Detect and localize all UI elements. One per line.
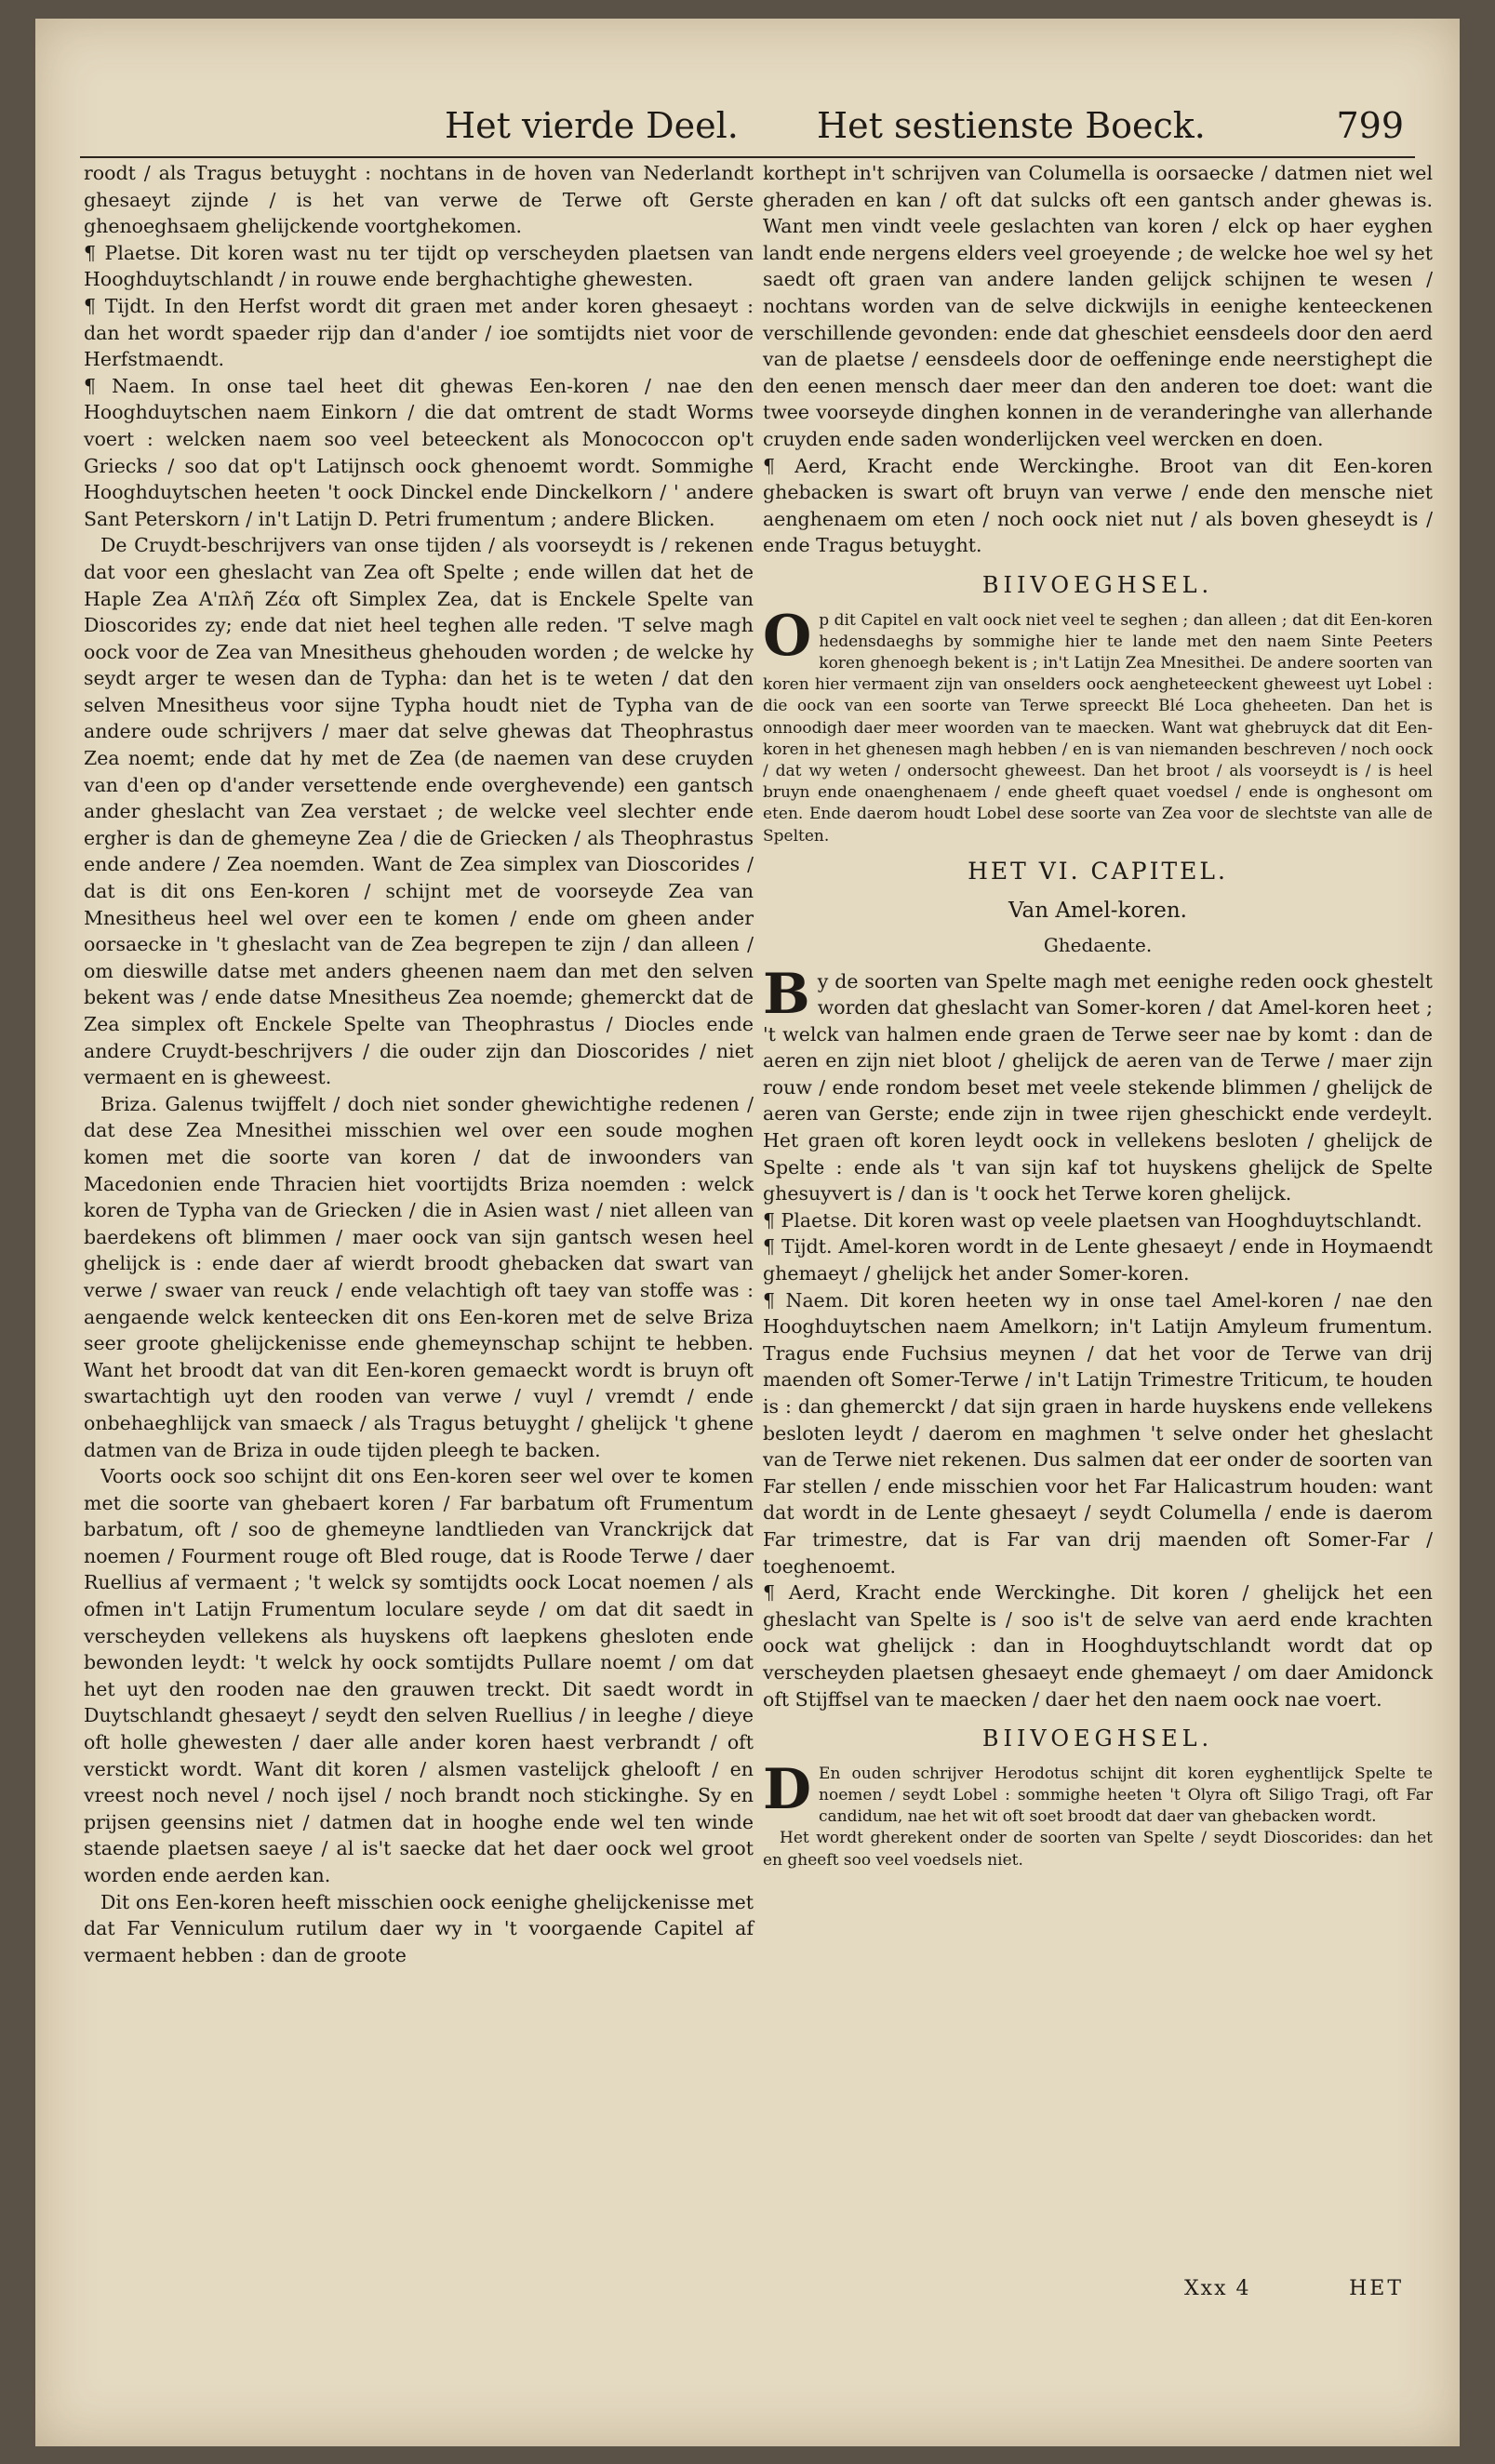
paragraph: ¶ Naem. Dit koren heeten wy in onse tael Amel-koren / nae den Hooghduytschen naem Amelkorn; in't Latijn Amyleum frumentum. Tragus ende Fuchsius meynen / dat het voor de Terwe van drij maenden oft Somer-Terwe / in't Latijn Trimestre Triticum, te houden is : dan ghemerckt / dat sijn graen in harde huyskens ende vellekens besloten leydt / daerom en maghmen 't selve onder het gheslacht van de Terwe niet rekenen. Dus salmen dat eer onder de soorten van Far stellen / ende misschien voor het Far Halicastrum houden: want dat wordt in de Lente ghesaeyt / seydt Columella / ende is daerom Far trimestre, dat is Far van drij maenden oft Somer-Far / toeghenoemt.	[763, 1288, 1433, 1578]
left-column	[84, 160, 754, 2344]
paragraph: De Cruydt-beschrijvers van onse tijden / als voorseydt is / rekenen dat voor een gheslacht van Zea oft Spelte ; ende willen dat het de Haple Zea Α'πλῆ Ζέα oft Simplex Zea, dat is Enckele Spelte van Dioscorides zy; ende dat niet heel teghen alle reden. 'T selve magh oock voor de Zea van Mnesitheus ghehouden worden ; de welcke hy seydt arger te wesen dan de Typha: dan het is te weten / dat den selven Mnesitheus voor sijne Typha houdt niet de Typha van de andere oude schrijvers / maer dat selve ghewas dat Theophrastus Zea noemt; ende dat hy met de Zea (de naemen van dese cruyden van d'een op d'ander versettende ende overghevende) een gantsch ander gheslacht van Zea verstaet ; de welcke veel slechter ende ergher is dan de ghemeyne Zea / die de Griecken / als Theophrastus ende andere / Zea noemden. Want de Zea simplex van Dioscorides / dat is dit ons Een-koren / schijnt met de voorseyde Zea van Mnesitheus heel wel over een te komen / ende om gheen ander oorsaecke in 't gheslacht van de Zea begrepen te zijn / dan alleen / om dieswille datse met anders gheenen naem dan met den selven bekent was / ende datse Mnesitheus Zea noemde; ghemerckt dat de Zea simplex oft Enckele Spelte van Theophrastus / Diocles ende andere Cruydt-beschrijvers / die ouder zijn dan Dioscorides / niet vermaent en is gheweest.	[84, 534, 754, 1089]
paragraph: Briza. Galenus twijffelt / doch niet sonder ghewichtighe redenen / dat dese Zea Mnesithei misschien wel over een soude moghen komen met die soorte van koren / dat de inwoonders van Macedonien ende Thracien hiet voortijdts Briza noemden : welck koren de Typha van de Griecken / die in Asien wast / niet alleen van baerdekens oft blimmen / maer oock van sijn gantsch wesen heel ghelijck is : ende daer af wierdt broodt ghebacken dat swart van verwe / swaer van reuck / ende velachtigh oft taey van stoffe was : aengaende welck kenteecken dit ons Een-koren met de selve Briza seer groote ghelijckenisse ende ghemeynschap schijnt te hebben. Want het broodt dat van dit Een-koren gemaeckt wordt is bruyn oft swartachtigh uyt den rooden van verwe / vuyl / vremdt / ende onbehaeghlijck van smaeck / als Tragus betuyght / ghelijck 't ghene datmen van de Briza in oude tijden pleegh te backen.	[84, 1092, 754, 1461]
bijvoeghsel-text	[763, 603, 1433, 847]
drop-cap: O	[763, 603, 812, 669]
paragraph: Voorts oock soo schijnt dit ons Een-koren seer wel over te komen met die soorte van ghebaert koren / Far barbatum oft Frumentum barbatum, oft / soo de ghemeyne landtlieden van Vranckrijck dat noemen / Fourment rouge oft Bled rouge, dat is Roode Terwe / daer Ruellius af vermaent ; 't welck sy somtijdts oock Locat noemen / als ofmen in't Latijn Frumentum loculare seyde / om dat dit saedt in verscheyden vellekens als huyskens oft laepkens ghesloten ende bewonden leydt: 't welck hy oock somtijdts Pullare noemt / om dat het uyt den rooden nae den grauwen treckt. Dit saedt wordt in Duytschlandt ghesaeyt / seydt den selven Ruellius / in leeghe / dieye oft holle ghewesten / daer alle ander koren haest verbrandt / oft verstickt wordt. Want dit koren / alsmen vastelijck ghelooft / en vreest noch nevel / noch ijsel / noch brandt noch stickinghe. Sy en prijsen geensins niet / datmen dat in hooghe ende wel ten winde staende plaetsen saeye / al is't saecke dat het daer oock wel groot worden ende aerden kan.	[84, 1465, 754, 1886]
bijvoeghsel-heading: BIIVOEGHSEL.	[981, 571, 1214, 598]
paragraph	[763, 961, 1433, 1207]
paragraph: ¶ Tijdt. In den Herfst wordt dit graen met ander koren ghesaeyt : dan het wordt spaeder rijp dan d'ander / ioe somtijdts niet voor de Herfstmaendt.	[84, 294, 754, 371]
right-column	[763, 160, 1433, 2344]
signature-mark: Xxx 4	[1184, 2277, 1251, 2300]
bijvoeghsel-heading: BIIVOEGHSEL.	[981, 1725, 1214, 1752]
chapter-heading: HET VI. CAPITEL.	[968, 857, 1228, 885]
drop-cap: D	[763, 1756, 812, 1822]
paragraph: ¶ Plaetse. Dit koren wast op veele plaetsen van Hooghduytschlandt.	[763, 1208, 1422, 1232]
paragraph: ¶ Aerd, Kracht ende Werckinghe. Broot van dit Een-koren ghebacken is swart oft bruyn van verwe / ende den mensche niet aenghenaem om eten / noch oock niet nut / als boven gheseydt is / ende Tragus betuyght.	[763, 454, 1433, 557]
paragraph: roodt / als Tragus betuyght : nochtans in de hoven van Nederlandt ghesaeyt zijnde / is het van verwe de Terwe oft Gerste ghenoeghsaem ghelijckende voortghekomen.	[84, 162, 754, 238]
catchword: HET	[1349, 2277, 1404, 2300]
drop-cap: B	[763, 961, 810, 1027]
chapter-subheading: Ghedaente.	[1043, 933, 1153, 956]
running-head	[445, 93, 1404, 158]
paragraph: ¶ Aerd, Kracht ende Werckinghe. Dit koren / ghelijck het een gheslacht van Spelte is / soo is't de selve van aerd ende krachten oock wat ghelijck : dan in Hooghduytschlandt wordt dat op verscheyden plaetsen ghesaeyt ende ghemaeyt / om daer Amidonck oft Stijffsel van te maecken / daer het den naem oock nae voert.	[763, 1581, 1433, 1711]
page-number: 799	[1336, 105, 1404, 146]
paragraph: Dit ons Een-koren heeft misschien oock eenighe ghelijckenisse met dat Far Venniculum rutilum daer wy in 't voorgaende Capitel af vermaent hebben : dan de groote	[84, 1890, 754, 1966]
header-rule	[80, 156, 1415, 158]
bijvoeghsel-text	[763, 1756, 1433, 1829]
paragraph-body: y de soorten van Spelte magh met eenighe reden oock ghestelt worden dat gheslacht van Somer-koren / dat Amel-koren heet ; 't welck van halmen ende graen de Terwe seer nae by komt : dan de aeren en zijn niet bloot / ghelijck de aeren van de Terwe / maer zijn rouw / ende rondom beset met veele stekende blimmen / ghelijck de aeren van Gerste; ende zijn in twee rijen gheschickt ende verdeylt. Het graen oft koren leydt oock in vellekens besloten / ghelijck de Spelte : ende als 't van sijn kaf tot huyskens ghelijck de Spelte ghesuyvert is / dan is 't oock het Terwe koren ghelijck.	[763, 969, 1433, 1205]
bijvoeghsel-closing: Het wordt gherekent onder de soorten van Spelte / seydt Dioscorides: dan het en gheeft soo veel voedsels niet.	[763, 1829, 1433, 1870]
paragraph: ¶ Tijdt. Amel-koren wordt in de Lente ghesaeyt / ende in Hoymaendt ghemaeyt / ghelijck het ander Somer-koren.	[763, 1235, 1433, 1285]
bijvoeghsel-body: En ouden schrijver Herodotus schijnt dit koren eyghentlijck Spelte te noemen / seydt Lobel : sommighe heeten 't Olyra oft Siligo Tragi, oft Far candidum, nae het wit oft soet broodt dat daer van ghebacken wordt.	[819, 1764, 1433, 1827]
running-head-part: Het vierde Deel.	[445, 105, 739, 146]
paragraph: ¶ Naem. In onse tael heet dit ghewas Een-koren / nae den Hooghduytschen naem Einkorn / die dat omtrent de stadt Worms voert : welcken naem soo veel beteeckent als Monococcon op't Griecks / soo dat op't Latijnsch oock ghenoemt wordt. Sommighe Hooghduytschen heeten 't oock Dinckel ende Dinckelkorn / ' andere Sant Peterskorn / in't Latijn D. Petri frumentum ; andere Blicken.	[84, 374, 754, 530]
chapter-title: Van Amel-koren.	[1008, 899, 1187, 924]
book-page	[35, 19, 1460, 2446]
paragraph: ¶ Plaetse. Dit koren wast nu ter tijdt op verscheyden plaetsen van Hooghduytschlandt / in rouwe ende berghachtighe ghewesten.	[84, 241, 754, 291]
bijvoeghsel-body: p dit Capitel en valt oock niet veel te seghen ; dan alleen ; dat dit Een-koren hedensdaeghs by sommighe hier te lande met den naem Sinte Peeters koren ghenoegh bekent is ; in't Latijn Zea Mnesithei. De andere soorten van koren hier vermaent zijn van onselders oock aengheteeckent gheweest uyt Lobel : die oock van een soorte van Terwe spreeckt Blé Loca gheheeten. Dan het is onnoodigh daer meer woorden van te maecken. Want wat ghebruyck dat dit Een-koren in het ghenesen magh hebben / en is van niemanden beschreven / noch oock / dat wy weten / ondersocht gheweest. Dan het broot / als voorseydt is / is heel bruyn ende onaenghenaem / ende gheeft quaet voedsel / ende is onghesont om eten. Ende daerom houdt Lobel dese soorte van Zea voor de slechtste van alle de Spelten.	[763, 610, 1433, 846]
running-head-book: Het sestienste Boeck.	[817, 105, 1206, 146]
paragraph: korthept in't schrijven van Columella is oorsaecke / datmen niet wel gheraden en kan / oft dat sulcks oft een gantsch ander ghewas is. Want men vindt veele geslachten van koren / elck op haer eyghen landt ende nergens elders veel groeyende ; de welcke hoe wel sy het saedt oft graen van andere landen gelijck schijnen te wesen / nochtans worden van de selve dickwijls in eenighe kenteeckenen verschillende gevonden: ende dat gheschiet eensdeels door den aerd van de plaetse / eensdeels door de oeffeninge ende neerstighept die den eenen mensch daer meer dan den anderen toe doet: want die twee voorseyde dinghen konnen in de veranderinghe van allerhande cruyden ende saden wonderlijcken veel wercken en doen.	[763, 162, 1433, 450]
